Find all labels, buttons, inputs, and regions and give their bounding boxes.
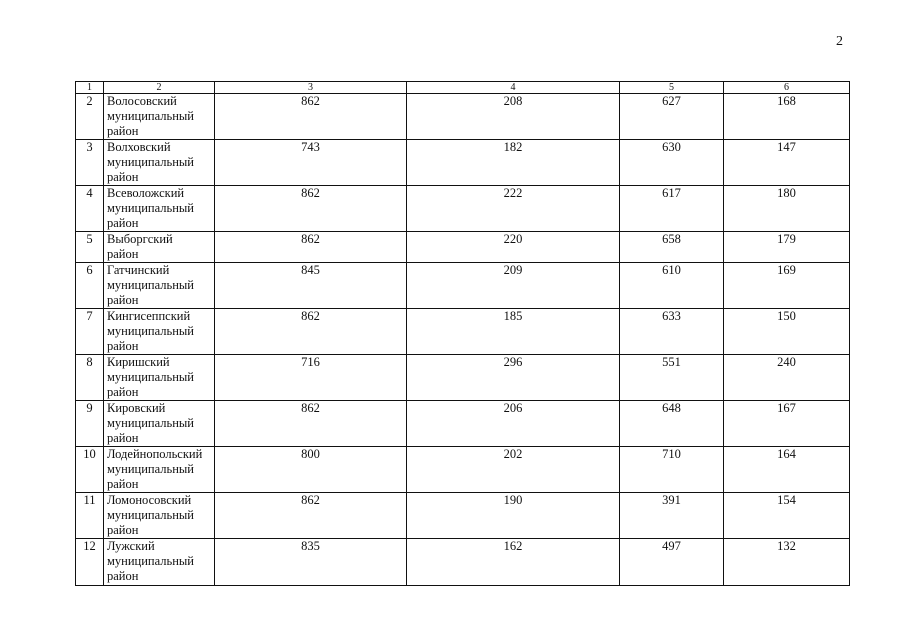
value-cell-c3: 862 (215, 232, 407, 263)
value-cell-c6: 132 (724, 539, 850, 586)
value-cell-c4: 222 (407, 186, 620, 232)
value-cell-c3: 862 (215, 401, 407, 447)
district-name-line: Всеволожский (107, 186, 185, 200)
value-cell-c5: 633 (620, 309, 724, 355)
value-cell-c3: 862 (215, 186, 407, 232)
district-name-line: муниципальный (107, 508, 194, 522)
table-row (76, 140, 850, 186)
district-name-cell (104, 447, 215, 493)
district-name-line: район (107, 339, 139, 353)
value-cell-c5: 551 (620, 355, 724, 401)
value-cell-c6: 164 (724, 447, 850, 493)
value-cell-c4: 185 (407, 309, 620, 355)
row-index: 12 (76, 539, 104, 586)
district-name-line: Лужский (107, 539, 155, 553)
value-cell-c6: 240 (724, 355, 850, 401)
district-name-cell (104, 232, 215, 263)
value-cell-c5: 627 (620, 94, 724, 140)
value-cell-c5: 648 (620, 401, 724, 447)
page-number: 2 (836, 34, 843, 49)
data-table (75, 81, 850, 586)
table-row (76, 186, 850, 232)
district-name-cell (104, 186, 215, 232)
value-cell-c5: 630 (620, 140, 724, 186)
value-cell-c3: 862 (215, 493, 407, 539)
row-index: 3 (76, 140, 104, 186)
row-index: 10 (76, 447, 104, 493)
value-cell-c5: 610 (620, 263, 724, 309)
value-cell-c4: 206 (407, 401, 620, 447)
district-name-line: Выборгский (107, 232, 173, 246)
value-cell-c6: 168 (724, 94, 850, 140)
value-cell-c4: 209 (407, 263, 620, 309)
table-row (76, 539, 850, 586)
value-cell-c5: 658 (620, 232, 724, 263)
value-cell-c4: 182 (407, 140, 620, 186)
value-cell-c5: 617 (620, 186, 724, 232)
district-name-line: район (107, 523, 139, 537)
district-name-line: муниципальный (107, 462, 194, 476)
row-index: 5 (76, 232, 104, 263)
district-name-line: район (107, 477, 139, 491)
district-name-cell (104, 140, 215, 186)
district-name-line: муниципальный (107, 155, 194, 169)
district-name-cell (104, 309, 215, 355)
column-header: 1 (76, 82, 104, 94)
column-header: 6 (724, 82, 850, 94)
value-cell-c6: 167 (724, 401, 850, 447)
table-row (76, 232, 850, 263)
district-name-cell (104, 401, 215, 447)
row-index: 9 (76, 401, 104, 447)
district-name-line: район (107, 385, 139, 399)
value-cell-c5: 497 (620, 539, 724, 586)
district-name-line: муниципальный (107, 416, 194, 430)
value-cell-c4: 208 (407, 94, 620, 140)
value-cell-c3: 862 (215, 309, 407, 355)
value-cell-c3: 845 (215, 263, 407, 309)
table-row (76, 309, 850, 355)
value-cell-c5: 391 (620, 493, 724, 539)
value-cell-c5: 710 (620, 447, 724, 493)
district-name-cell (104, 493, 215, 539)
district-name-line: район (107, 170, 139, 184)
table-row (76, 94, 850, 140)
value-cell-c4: 220 (407, 232, 620, 263)
district-name-cell (104, 355, 215, 401)
district-name-line: Киришский (107, 355, 170, 369)
column-header: 4 (407, 82, 620, 94)
table-body (76, 94, 850, 586)
table-row (76, 493, 850, 539)
value-cell-c4: 162 (407, 539, 620, 586)
district-name-line: район (107, 569, 139, 583)
table-row (76, 447, 850, 493)
district-name-line: Кингисеппский (107, 309, 191, 323)
district-name-line: Гатчинский (107, 263, 170, 277)
value-cell-c4: 296 (407, 355, 620, 401)
row-index: 4 (76, 186, 104, 232)
district-name-line: район (107, 124, 139, 138)
district-name-line: муниципальный (107, 201, 194, 215)
district-name-cell (104, 263, 215, 309)
column-header: 5 (620, 82, 724, 94)
district-name-line: район (107, 431, 139, 445)
row-index: 7 (76, 309, 104, 355)
row-index: 11 (76, 493, 104, 539)
value-cell-c3: 835 (215, 539, 407, 586)
district-name-line: район (107, 247, 139, 261)
district-name-line: Волосовский (107, 94, 177, 108)
district-name-line: муниципальный (107, 554, 194, 568)
value-cell-c6: 147 (724, 140, 850, 186)
district-name-line: район (107, 216, 139, 230)
value-cell-c6: 179 (724, 232, 850, 263)
value-cell-c6: 154 (724, 493, 850, 539)
district-name-line: Лодейнопольский (107, 447, 203, 461)
district-name-cell (104, 539, 215, 586)
district-name-line: Ломоносовский (107, 493, 192, 507)
header-row (76, 82, 850, 94)
district-name-line: муниципальный (107, 370, 194, 384)
value-cell-c6: 180 (724, 186, 850, 232)
table-row (76, 355, 850, 401)
column-header: 3 (215, 82, 407, 94)
value-cell-c3: 862 (215, 94, 407, 140)
value-cell-c6: 150 (724, 309, 850, 355)
table-row (76, 263, 850, 309)
value-cell-c4: 202 (407, 447, 620, 493)
value-cell-c3: 743 (215, 140, 407, 186)
row-index: 6 (76, 263, 104, 309)
value-cell-c6: 169 (724, 263, 850, 309)
district-name-line: муниципальный (107, 278, 194, 292)
district-name-cell (104, 94, 215, 140)
district-name-line: муниципальный (107, 109, 194, 123)
value-cell-c3: 800 (215, 447, 407, 493)
district-name-line: район (107, 293, 139, 307)
table-header (76, 82, 850, 94)
value-cell-c3: 716 (215, 355, 407, 401)
district-name-line: муниципальный (107, 324, 194, 338)
district-name-line: Волховский (107, 140, 171, 154)
value-cell-c4: 190 (407, 493, 620, 539)
column-header: 2 (104, 82, 215, 94)
table-row (76, 401, 850, 447)
district-name-line: Кировский (107, 401, 166, 415)
row-index: 8 (76, 355, 104, 401)
row-index: 2 (76, 94, 104, 140)
